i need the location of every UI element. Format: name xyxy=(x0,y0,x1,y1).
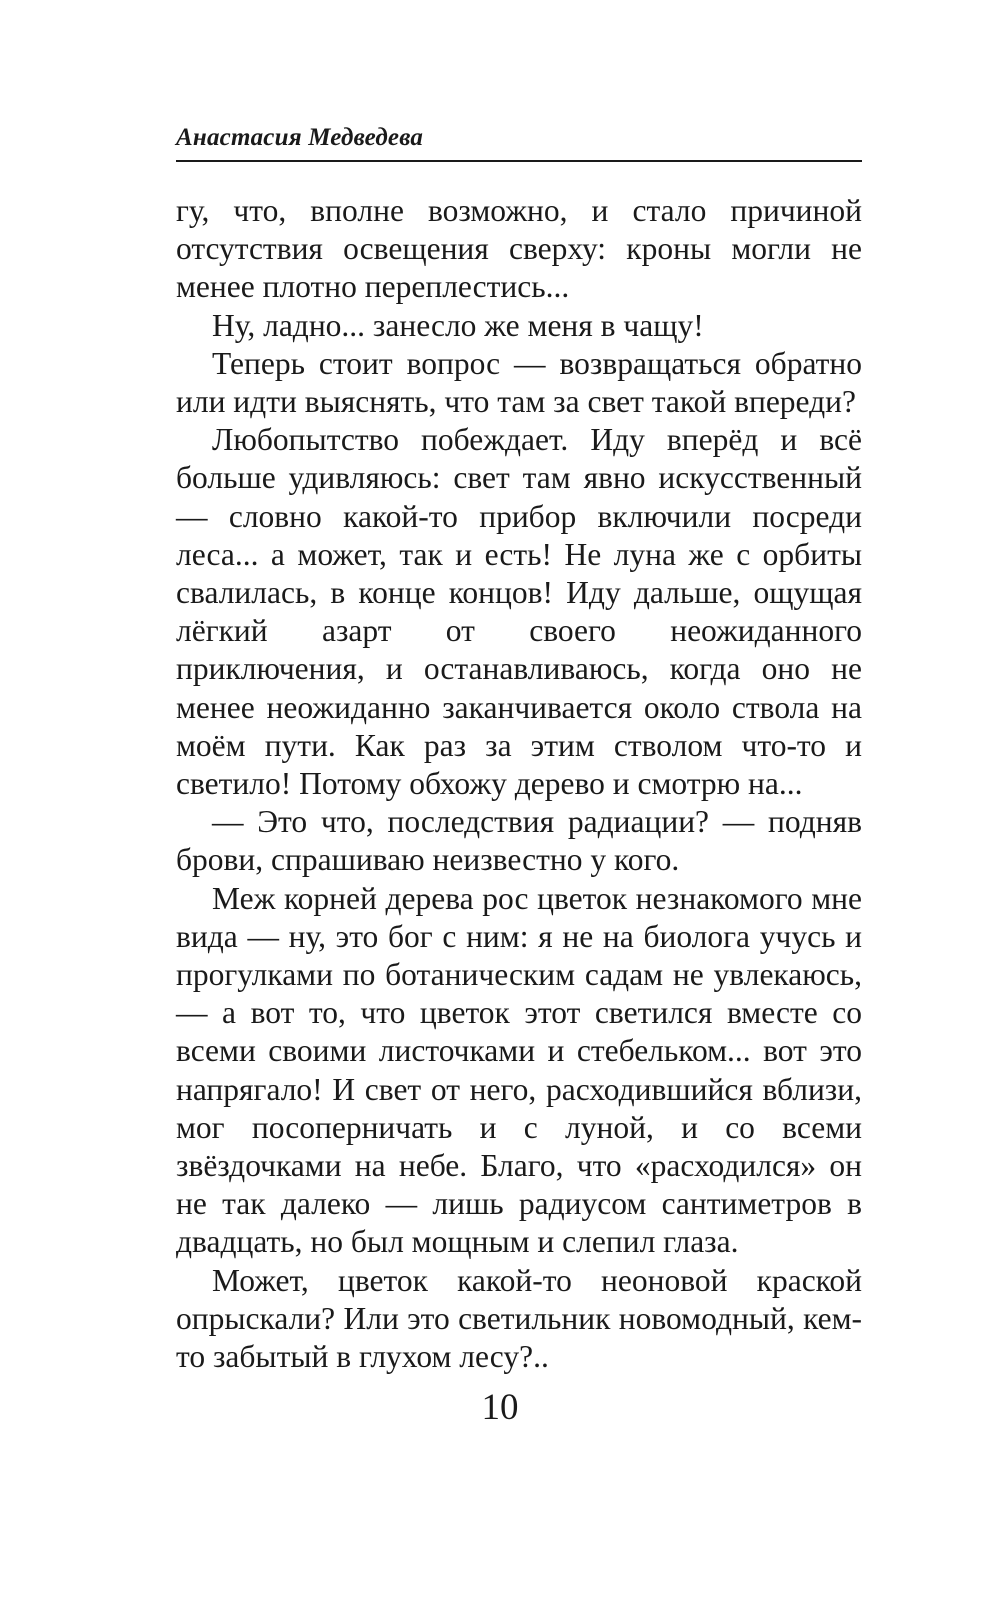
header-rule xyxy=(176,160,862,162)
paragraph-4: Любопытство побеждает. Иду вперёд и всё больше удивляюсь: свет там явно искусственный — словно какой-то прибор включили посреди леса... а может, так и есть! Не луна же с орбиты свалилась, в конце концов! Иду дальше, ощущая лёгкий азарт от своего неожиданного приключения, и останавливаюсь, когда оно не менее неожиданно заканчивается около ствола на моём пути. Как раз за этим стволом что-то и светило! Потому обхожу дерево и смотрю на... xyxy=(176,422,862,802)
paragraph-5-dialogue: — Это что, последствия радиации? — подняв брови, спрашиваю неизвестно у кого. xyxy=(176,804,862,878)
paragraph-6: Меж корней дерева рос цветок незнакомого мне вида — ну, это бог с ним: я не на биолога учусь и прогулками по ботаническим садам не увлекаюсь, — а вот то, что цветок этот светился вместе со всеми своими листочками и стебельком... вот это напрягало! И свет от него, расходившийся вблизи, мог посоперничать и с луной, и со всеми звёздочками на небе. Благо, что «расходился» он не так далеко — лишь радиусом сантиметров в двадцать, но был мощным и слепил глаза. xyxy=(176,880,862,1260)
paragraph-1: гу, что, вполне возможно, и стало причиной отсутствия освещения сверху: кроны могли не менее плотно переплестись... xyxy=(176,193,862,305)
paragraph-2: Ну, ладно... занесло же меня в чащу! xyxy=(212,307,704,343)
body-text xyxy=(176,192,862,1376)
paragraph-7: Может, цветок какой-то неоновой краской опрыскали? Или это светильник новомодный, кем-то забытый в глухом лесу?.. xyxy=(176,1262,862,1375)
running-head-author: Анастасия Медведева xyxy=(176,124,424,151)
paragraph-3: Теперь стоит вопрос — возвращаться обратно или идти выяснять, что там за свет такой впереди? xyxy=(176,345,862,420)
page-number: 10 xyxy=(481,1387,519,1428)
